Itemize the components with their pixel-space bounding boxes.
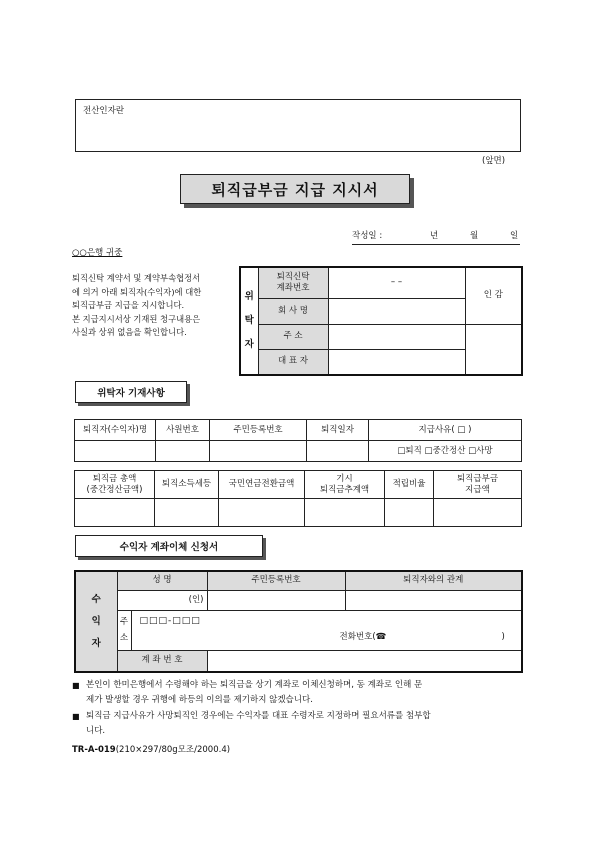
seal-label: 인 감 xyxy=(465,267,522,324)
beneficiary-side-label: 수 익 자 xyxy=(75,571,117,672)
retiree-info-table xyxy=(74,419,522,462)
header-retirement-date: 퇴직일자 xyxy=(307,420,369,441)
phone-close: ) xyxy=(501,631,505,642)
header-employee-number: 사원번호 xyxy=(156,420,210,441)
section-title-truster-entries: 위탁자 기재사항 xyxy=(75,381,187,403)
form-spec: (210×297/80g모조/2000.4) xyxy=(115,745,231,755)
account-number-field[interactable] xyxy=(207,650,522,672)
intro-line: 퇴직신탁 계약서 및 계약부속협정서 xyxy=(72,273,201,283)
truster-side-label: 위 탁 자 xyxy=(240,267,258,375)
representative-field[interactable] xyxy=(328,349,465,375)
retirement-date-field[interactable] xyxy=(307,441,369,462)
seal-mark: (인) xyxy=(188,594,204,605)
header-national-pension-transfer: 국민연금전환금액 xyxy=(219,471,305,499)
date-day-label: 일 xyxy=(510,231,519,241)
date-line xyxy=(352,232,520,245)
header-estimated-retirement-pay: 기시 퇴직금추계액 xyxy=(305,471,385,499)
estimated-retirement-pay-field[interactable] xyxy=(305,499,385,527)
postal-code: □□□-□□□ xyxy=(139,615,201,626)
employee-number-field[interactable] xyxy=(156,441,210,462)
computer-print-label: 전산인자란 xyxy=(83,106,125,116)
funding-ratio-field[interactable] xyxy=(385,499,434,527)
intro-line: 본 지급지시서상 기재된 청구내용은 xyxy=(72,313,201,324)
section-title-account-transfer: 수익자 계좌이체 신청서 xyxy=(75,535,263,557)
payment-amount-table xyxy=(74,470,522,527)
front-side-label: (앞면) xyxy=(482,156,506,166)
phone-label: 전화번호(☎ xyxy=(339,631,387,642)
intro-line: 사실과 상위 없음을 확인합니다. xyxy=(72,327,187,337)
intro-text xyxy=(72,272,201,340)
address-label: 주 소 xyxy=(258,324,328,349)
payment-amount-field[interactable] xyxy=(434,499,522,527)
beneficiary-address-field[interactable] xyxy=(131,610,522,650)
header-retiree-name: 퇴직자(수익자)명 xyxy=(75,420,156,441)
relationship-field[interactable] xyxy=(345,590,522,610)
company-name-field[interactable] xyxy=(328,298,465,324)
beneficiary-resident-number-field[interactable] xyxy=(207,590,345,610)
truster-table xyxy=(239,266,523,376)
date-month-label: 월 xyxy=(470,231,479,241)
beneficiary-name-field[interactable] xyxy=(117,590,207,610)
retirement-income-tax-field[interactable] xyxy=(155,499,219,527)
seal-field[interactable] xyxy=(465,324,522,375)
header-payment-amount: 퇴직급부금 지급액 xyxy=(434,471,522,499)
representative-label: 대 표 자 xyxy=(258,349,328,375)
note-death-retirement: ■ 퇴직금 지급사유가 사망퇴직인 경우에는 수익자를 대표 수령자로 지정하며 필요서류를 첨부합 니다. xyxy=(72,709,528,739)
company-name-label: 회 사 명 xyxy=(258,298,328,324)
trust-account-field[interactable]: – – xyxy=(328,267,465,298)
resident-number-field[interactable] xyxy=(210,441,307,462)
total-retirement-pay-field[interactable] xyxy=(75,499,155,527)
recipient-bank: ○○은행 귀중 xyxy=(72,248,123,258)
national-pension-transfer-field[interactable] xyxy=(219,499,305,527)
bullet-icon: ■ xyxy=(72,712,80,721)
header-relationship: 퇴직자와의 관계 xyxy=(345,571,522,590)
trust-account-label: 퇴직신탁 계좌번호 xyxy=(258,267,328,298)
address-label: 주 소 xyxy=(117,610,131,650)
header-payment-reason: 지급사유( □ ) xyxy=(369,420,522,441)
account-number-label: 계 좌 번 호 xyxy=(117,650,207,672)
computer-print-area xyxy=(75,99,521,152)
date-prefix: 작성일 : xyxy=(352,231,383,241)
intro-line: 퇴직급부금 지급을 지시합니다. xyxy=(72,300,185,310)
address-field[interactable] xyxy=(328,324,465,349)
bullet-icon: ■ xyxy=(72,681,80,690)
header-total-retirement-pay: 퇴직금 총액 (중간정산금액) xyxy=(75,471,155,499)
header-resident-number: 주민등록번호 xyxy=(210,420,307,441)
beneficiary-table xyxy=(74,570,523,673)
retiree-name-field[interactable] xyxy=(75,441,156,462)
form-code: TR-A-019 xyxy=(72,745,116,755)
page-title: 퇴직급부금 지급 지시서 xyxy=(180,174,410,204)
header-funding-ratio: 적립비율 xyxy=(385,471,434,499)
header-resident-number: 주민등록번호 xyxy=(207,571,345,590)
intro-line: 에 의거 아래 퇴직자(수익자)에 대한 xyxy=(72,286,202,297)
date-year-label: 년 xyxy=(430,231,439,241)
form-code-line xyxy=(72,746,230,755)
header-name: 성 명 xyxy=(117,571,207,590)
header-retirement-income-tax: 퇴직소득세등 xyxy=(155,471,219,499)
payment-reason-options[interactable]: □퇴직 □중간정산 □사망 xyxy=(369,441,522,462)
note-transfer-consent: ■ 본인이 한미은행에서 수령해야 하는 퇴직금을 상기 계좌로 이체신청하며, 동 계좌로 인해 문 제가 발생할 경우 귀행에 하등의 이의를 제기하지 않겠습니다. xyxy=(72,678,528,708)
